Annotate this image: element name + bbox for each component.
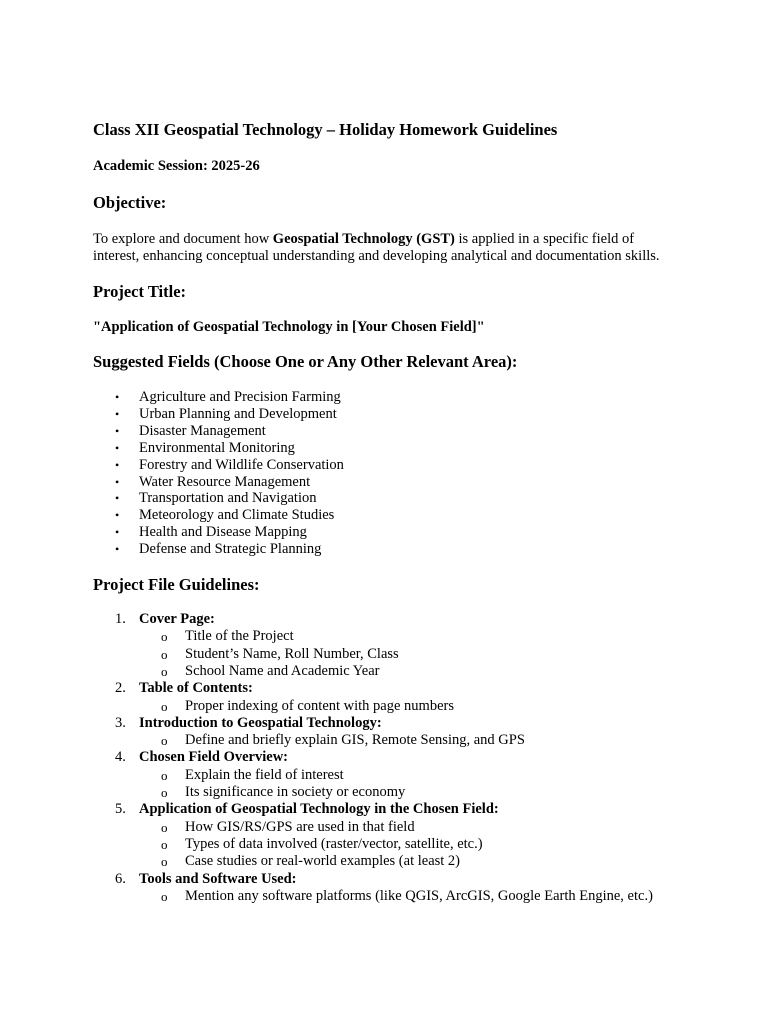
sub-bullet-icon: o xyxy=(161,836,168,852)
guideline-sub-item xyxy=(139,819,683,836)
document-page xyxy=(93,118,683,905)
field-list-item xyxy=(93,524,683,541)
guideline-item xyxy=(93,801,683,870)
sub-bullet-icon: o xyxy=(161,646,168,662)
guidelines-heading: Project File Guidelines: xyxy=(93,575,260,595)
guideline-sub-list xyxy=(139,819,683,871)
guideline-sub-text: Types of data involved (raster/vector, satellite, etc.) xyxy=(185,835,483,852)
field-list-item xyxy=(93,423,683,440)
guideline-title: Application of Geospatial Technology in the Chosen Field: xyxy=(139,801,499,818)
guideline-sub-list xyxy=(139,888,683,905)
field-list-item xyxy=(93,490,683,507)
guideline-item xyxy=(93,680,683,715)
guideline-sub-item xyxy=(139,698,683,715)
guideline-item xyxy=(93,715,683,750)
bullet-icon: • xyxy=(115,390,120,404)
guideline-number: 4. xyxy=(115,749,126,766)
guideline-sub-text: Explain the field of interest xyxy=(185,766,344,783)
guideline-title: Introduction to Geospatial Technology: xyxy=(139,714,382,731)
bullet-icon: • xyxy=(115,491,120,506)
field-label: Water Resource Management xyxy=(139,473,311,490)
guideline-number: 3. xyxy=(115,714,126,731)
guideline-sub-item xyxy=(139,732,683,749)
guideline-item xyxy=(93,871,683,906)
bullet-icon: • xyxy=(115,406,120,421)
guideline-sub-item xyxy=(139,784,683,801)
field-list-item xyxy=(93,474,683,491)
guideline-sub-text: Case studies or real-world examples (at least 2) xyxy=(185,853,461,870)
field-label: Agriculture and Precision Farming xyxy=(139,389,341,405)
field-label: Disaster Management xyxy=(139,422,266,439)
bullet-icon: • xyxy=(115,440,120,455)
sub-bullet-icon: o xyxy=(161,767,168,783)
bullet-icon: • xyxy=(115,474,120,489)
guideline-sub-text: Define and briefly explain GIS, Remote Sensing, and GPS xyxy=(185,732,525,749)
guideline-sub-item xyxy=(139,836,683,853)
objective-heading: Objective: xyxy=(93,193,167,212)
guideline-item xyxy=(93,611,683,680)
project-title-heading: Project Title: xyxy=(93,282,187,301)
sub-bullet-icon: o xyxy=(161,888,168,904)
field-list-item xyxy=(93,389,683,406)
bullet-icon: • xyxy=(115,508,120,523)
guideline-sub-text: Student’s Name, Roll Number, Class xyxy=(185,645,399,662)
guideline-sub-item xyxy=(139,767,683,784)
guideline-number: 6. xyxy=(115,870,126,887)
objective-text-end: is applied in a specific field of interest, enhancing conceptual understanding and developing analytical and documentation skills. xyxy=(93,231,660,264)
sub-bullet-icon: o xyxy=(161,629,168,645)
guideline-sub-item xyxy=(139,853,683,870)
field-label: Environmental Monitoring xyxy=(139,439,295,456)
guideline-sub-text: Its significance in society or economy xyxy=(185,784,406,801)
suggested-fields-list xyxy=(93,389,683,558)
bullet-icon: • xyxy=(115,542,120,557)
bullet-icon: • xyxy=(115,457,120,472)
academic-session: Academic Session: 2025-26 xyxy=(93,158,260,174)
field-list-item xyxy=(93,541,683,558)
guideline-sub-item xyxy=(139,646,683,663)
sub-bullet-icon: o xyxy=(161,733,168,749)
project-title-text: "Application of Geospatial Technology in [Your Chosen Field]" xyxy=(93,319,485,335)
guideline-sub-item xyxy=(139,663,683,680)
field-list-item xyxy=(93,440,683,457)
bullet-icon: • xyxy=(115,423,120,438)
guideline-sub-text: Mention any software platforms (like QGIS, ArcGIS, Google Earth Engine, etc.) xyxy=(185,887,653,904)
guideline-title: Chosen Field Overview: xyxy=(139,749,289,766)
guideline-sub-text: School Name and Academic Year xyxy=(185,662,380,679)
suggested-fields-heading: Suggested Fields (Choose One or Any Other Relevant Area): xyxy=(93,352,518,371)
field-list-item xyxy=(93,507,683,524)
guideline-sub-list xyxy=(139,732,683,749)
field-list-item xyxy=(93,457,683,474)
bullet-icon: • xyxy=(115,525,120,540)
guideline-sub-text: How GIS/RS/GPS are used in that field xyxy=(185,818,415,835)
sub-bullet-icon: o xyxy=(161,854,168,870)
guideline-sub-text: Title of the Project xyxy=(185,628,294,645)
guideline-title: Tools and Software Used: xyxy=(139,870,297,887)
sub-bullet-icon: o xyxy=(161,785,168,801)
guideline-title: Table of Contents: xyxy=(139,680,253,697)
sub-bullet-icon: o xyxy=(161,698,168,714)
objective-text-start: To explore and document how xyxy=(93,231,273,247)
field-label: Meteorology and Climate Studies xyxy=(139,507,335,524)
sub-bullet-icon: o xyxy=(161,663,168,679)
guideline-sub-text: Proper indexing of content with page numbers xyxy=(185,697,454,714)
guidelines-list xyxy=(93,611,683,905)
guideline-sub-item xyxy=(139,888,683,905)
guideline-number: 2. xyxy=(115,680,126,697)
field-label: Defense and Strategic Planning xyxy=(139,541,322,558)
objective-text-bold: Geospatial Technology (GST) xyxy=(272,231,455,247)
field-label: Health and Disease Mapping xyxy=(139,524,307,541)
guideline-sub-item xyxy=(139,628,683,645)
guideline-sub-list xyxy=(139,767,683,802)
document-title: Class XII Geospatial Technology – Holiday Homework Guidelines xyxy=(93,120,558,139)
sub-bullet-icon: o xyxy=(161,819,168,835)
field-label: Transportation and Navigation xyxy=(139,490,317,507)
field-label: Urban Planning and Development xyxy=(139,405,337,422)
field-list-item xyxy=(93,406,683,423)
field-label: Forestry and Wildlife Conservation xyxy=(139,456,344,473)
guideline-sub-list xyxy=(139,698,683,715)
objective-paragraph xyxy=(93,231,683,265)
guideline-number: 5. xyxy=(115,801,126,818)
guideline-item xyxy=(93,749,683,801)
guideline-number: 1. xyxy=(115,611,126,628)
guideline-sub-list xyxy=(139,628,683,680)
guideline-title: Cover Page: xyxy=(139,611,215,628)
